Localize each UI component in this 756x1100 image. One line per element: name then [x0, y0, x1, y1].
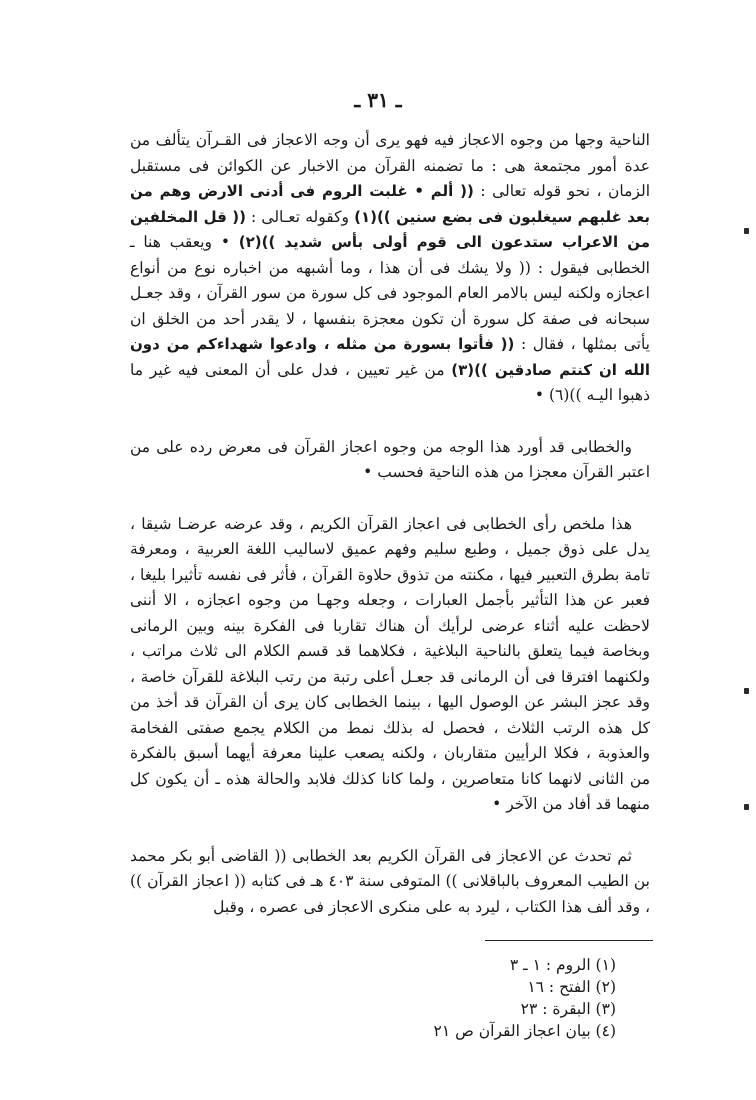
quran-quote: (( فأتوا بسورة من مثله ، وادعوا شهداءكم من دون الله ان كنتم صادقين ))(٣) [130, 335, 650, 379]
page-number: ـ ٣١ ـ [354, 88, 402, 112]
text-segment: هذا ملخص رأى الخطابى فى اعجاز القرآن الكريم ، وقد عرضه عرضـا شيقا ، يدل على ذوق جميل ، وطبع سليم وفهم عميق لاساليب اللغة العربية ، ومعرفة تامة بطرق التعبير فيها ، مكنته من تذوق حلاوة القرآن ، فأثر فى نفسه تأثيرا بليغا ، فعبر عن هذا التأثير بأجمل العبارات ، وجعله وجهـا من وجوه اعجازه ، الا أننى لاحظت عليه أثناء عرضى لرأيك أن هناك تقاربا فى الفكرة بينه وبين الرمانى وبخاصة فيما يتعلق بالناحية البلاغية ، فكلاهما قد قسم الكلام الى ثلاث مراتب ، ولكنهما افترقا فى أن الرمانى قد جعـل أعلى رتبة من رتب البلاغة للقرآن خاصة ، وقد عجز البشر عن الوصول اليها ، بينما الخطابى كان يرى أن القرآن قد أخذ من كل هذه الرتب الثلاث ، فحصل له بذلك نمط من الكلام يجمع صفتى الفخامة والعذوبة ، فكلا الرأيين متقاربان ، ولكنه يصعب علينا معرفة أيهما أسبق بالفكرة من الثانى لانهما كانا متعاصرين ، ولما كانا كذلك فلابد والحالة هذه ـ أن يكون كل منهما قد أفاد من الآخر • [130, 514, 650, 813]
text-segment: الناحية وجها من وجوه الاعجاز فيه فهو يرى أن وجه الاعجاز فى القـرآن يتألف من عدة أمور مجتمعة هى : ما تضمنه القرآن من الاخبار عن الكوائن فى مستقبل الزمان ، نحو قوله تعالى : [130, 131, 650, 200]
text-segment: والخطابى قد أورد هذا الوجه من وجوه اعجاز القرآن فى معرض رده على من اعتبر القرآن معجزا من هذه الناحية فحسب • [130, 437, 650, 481]
margin-mark [744, 804, 749, 810]
quran-quote: (( قل المخلفين من الاعراب ستدعون الى قوم أولى بأس شديد ))(٢) [130, 207, 650, 251]
footnote: (٣) البقرة : ٢٣ [520, 1000, 616, 1018]
margin-mark [744, 228, 749, 234]
quran-quote: (( ألم • غلبت الروم فى أدنى الارض وهم من بعد غلبهم سيغلبون فى بضع سنين ))(١) [130, 182, 651, 226]
footnote: (٤) بيان اعجاز القرآن ص ٢١ [433, 1022, 616, 1040]
footnote-separator [485, 940, 653, 941]
paragraph [130, 844, 650, 921]
text-segment: • ويعقب هنا ـ الخطابى فيقول : (( ولا يشك فى أن هذا ، وما أشبهه من اخباره نوع من أنواع اعجازه ولكنه ليس بالامر العام الموجود فى كل سورة من سور القرآن ، وقد جعـل سبحانه فى صفة كل سورة أن تكون معجزة بنفسها ، لا يقدر أحد من الخلق ان يأتى بمثلها ، فقال : [130, 233, 650, 353]
margin-mark [744, 688, 749, 694]
body-text [130, 128, 650, 920]
footnotes [340, 954, 616, 1042]
footnote: (٢) الفتح : ١٦ [527, 978, 616, 996]
paragraph [130, 512, 650, 818]
text-segment: من غير تعيين ، فدل على أن المعنى فيه غير ما ذهبوا اليـه ))(٦) • [130, 360, 650, 404]
text-segment: ثم تحدث عن الاعجاز فى القرآن الكريم بعد الخطابى (( القاضى أبو بكر محمد بن الطيب المعروف بالباقلانى )) المتوفى سنة ٤٠٣ هـ فى كتابه (( اعجاز القرآن )) ، وقد ألف هذا الكتاب ، ليرد به على منكرى الاعجاز فى عصره ، وقبل [130, 846, 650, 916]
paragraph [130, 128, 650, 409]
paragraph [130, 435, 650, 486]
text-segment: وكقوله تعـالى : [245, 207, 355, 226]
footnote: (١) الروم : ١ ـ ٣ [509, 956, 616, 974]
